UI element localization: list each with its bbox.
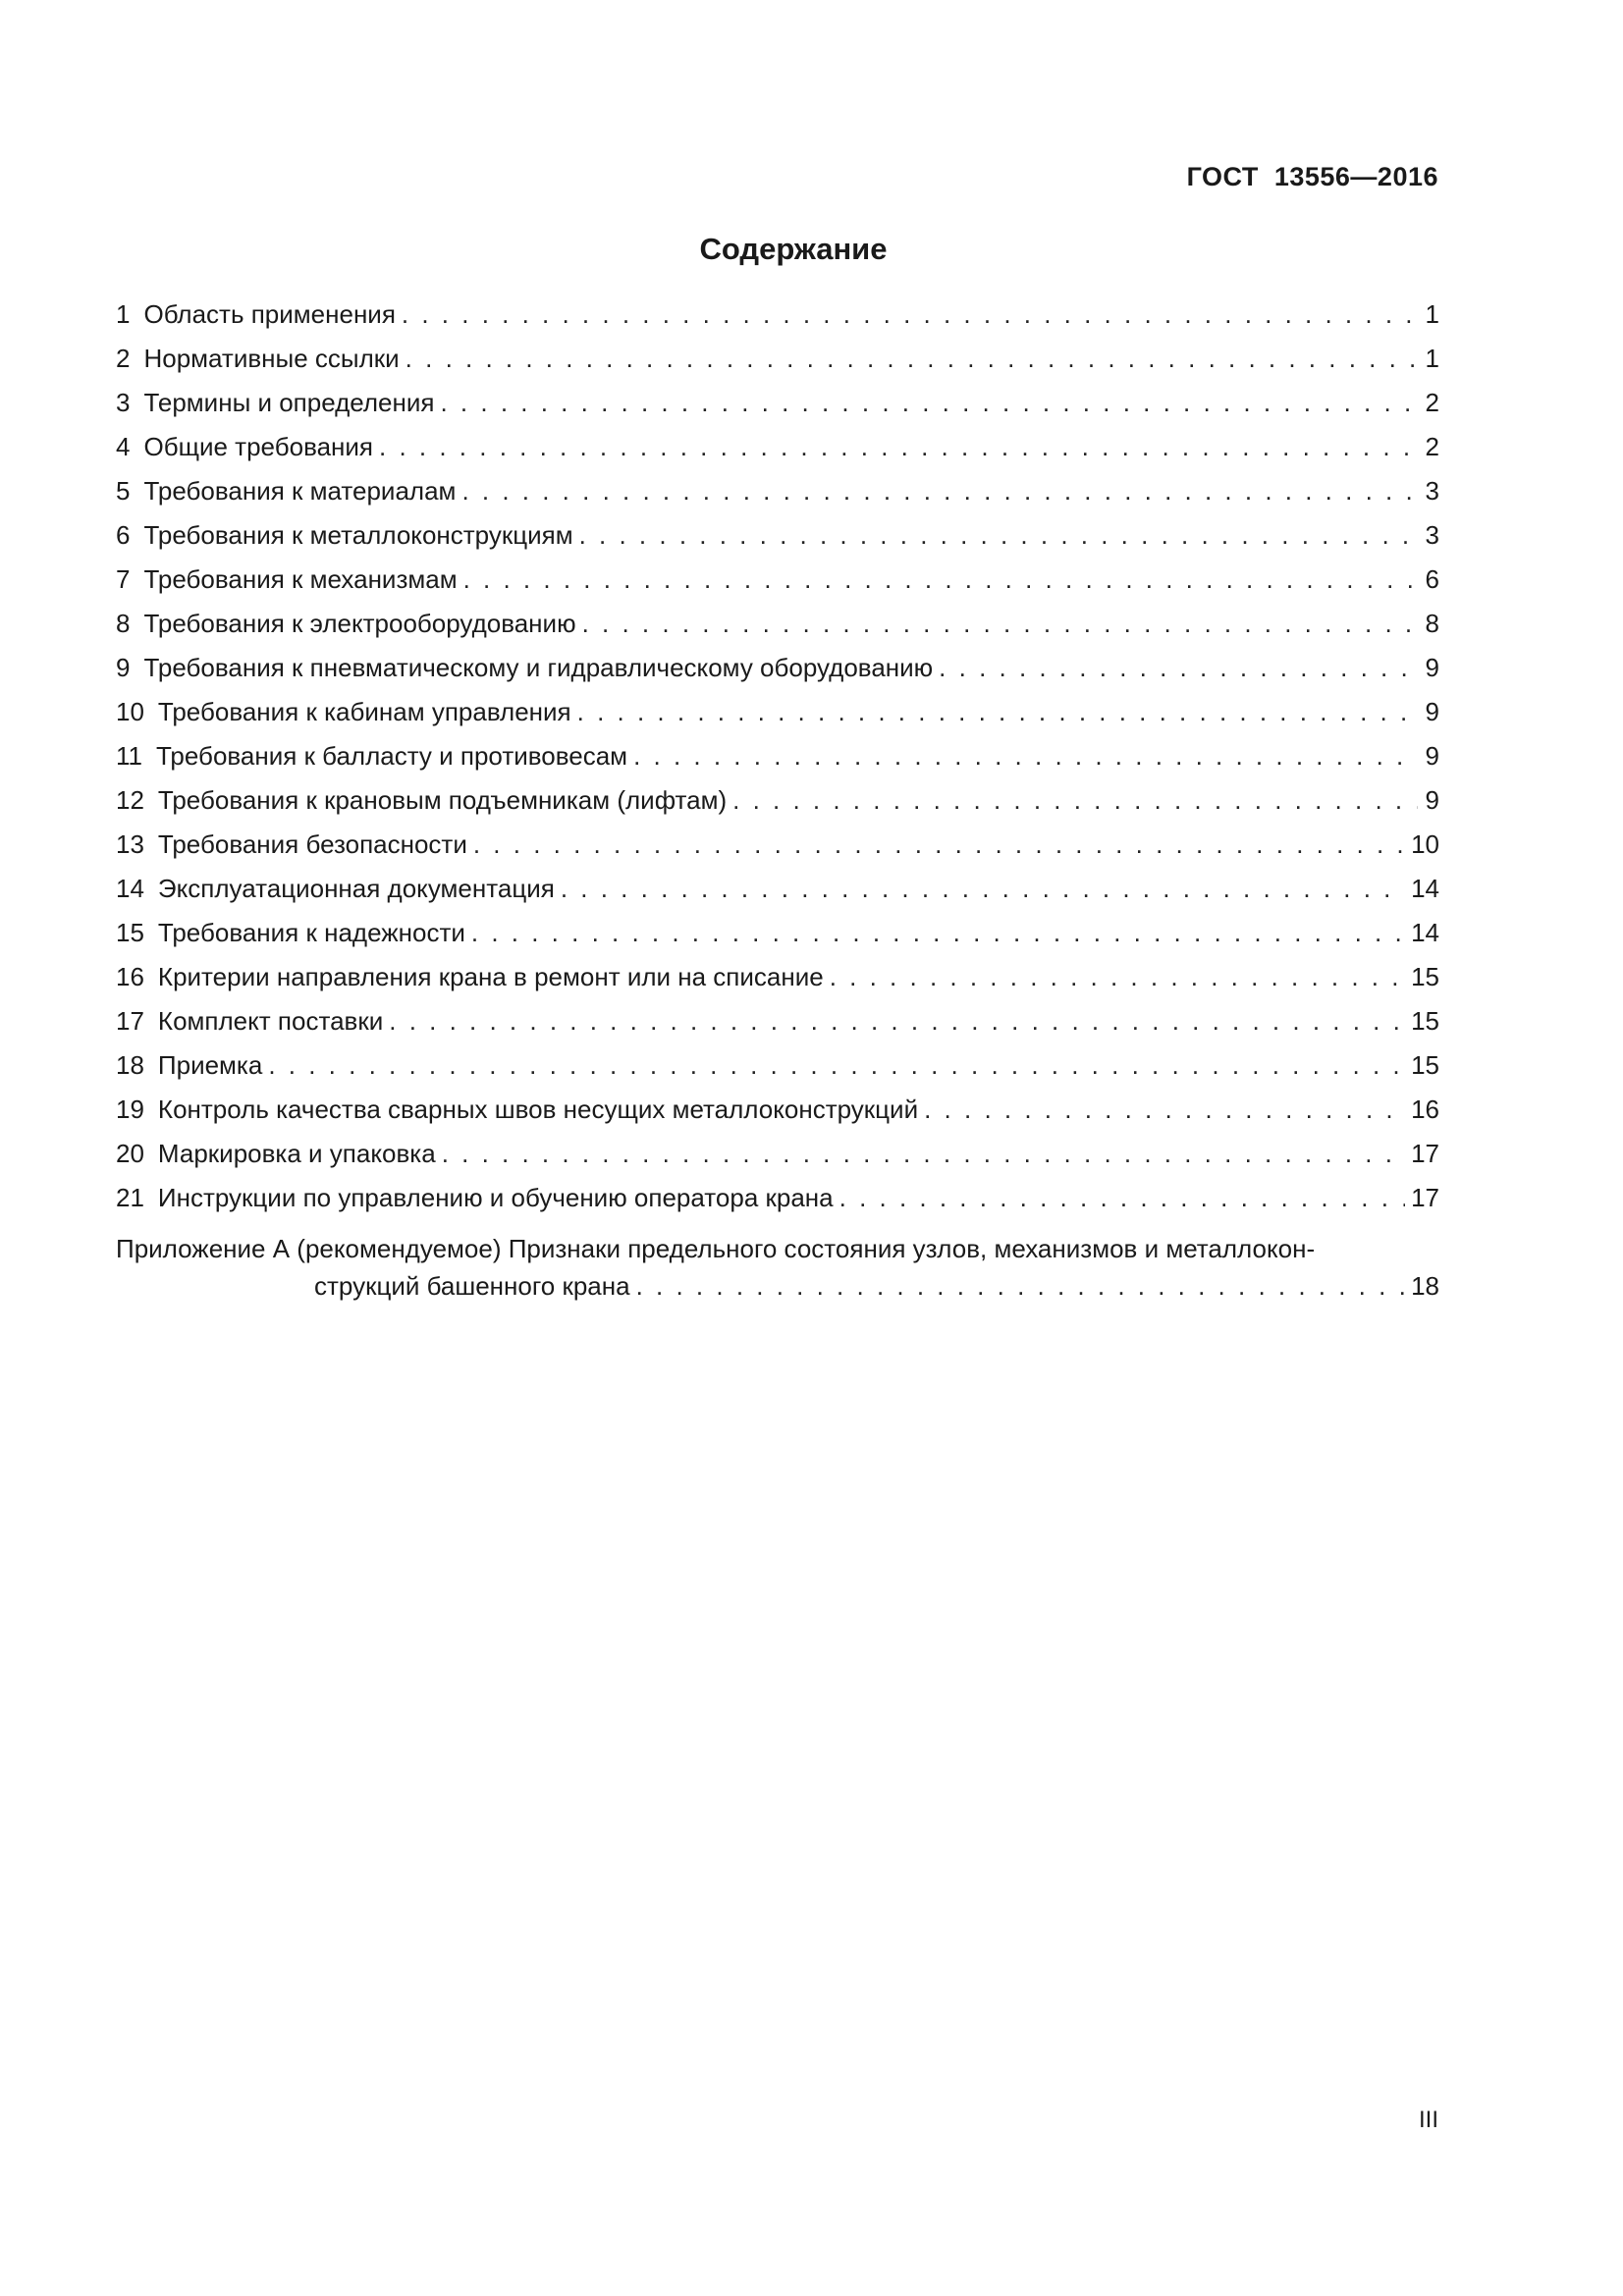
table-of-contents [116,299,1439,1315]
appendix-title-line2: струкций башенного крана [314,1271,630,1301]
toc-page-number: 14 [1411,918,1439,947]
dot-leader [463,564,1418,595]
appendix-title-line2-row [116,1271,1439,1315]
toc-entry[interactable] [116,697,1439,741]
toc-section-number: 1 [116,299,131,329]
toc-section-number: 20 [116,1139,144,1168]
toc-section-number: 3 [116,388,131,417]
toc-section-title: Эксплуатационная документация [157,874,555,903]
toc-entry[interactable] [116,432,1439,476]
dot-leader [442,1139,1405,1169]
toc-entry[interactable] [116,344,1439,388]
dot-leader [402,299,1418,330]
toc-section-title: Термины и определения [143,388,435,417]
toc-page-number: 16 [1411,1095,1439,1124]
toc-page-number: 9 [1425,697,1439,726]
dot-leader [561,874,1405,904]
toc-entry[interactable] [116,918,1439,962]
toc-page-number: 9 [1425,785,1439,815]
appendix-title-line1: Приложение А (рекомендуемое) Признаки предельного состояния узлов, механизмов и металлокон- [116,1234,1316,1263]
dot-leader [471,918,1405,948]
toc-page-number: 15 [1411,1006,1439,1036]
dot-leader [924,1095,1405,1125]
toc-page-number: 17 [1411,1139,1439,1168]
toc-page-number: 6 [1425,564,1439,594]
toc-entry[interactable] [116,785,1439,829]
dot-leader [579,520,1418,551]
toc-section-title: Требования к металлоконструкциям [143,520,573,550]
dot-leader [379,432,1418,462]
toc-section-title: Контроль качества сварных швов несущих металлоконструкций [157,1095,919,1124]
toc-section-title: Требования к кабинам управления [157,697,571,726]
toc-entry[interactable] [116,653,1439,697]
toc-entry[interactable] [116,1139,1439,1183]
toc-entry[interactable] [116,1050,1439,1095]
toc-entry[interactable] [116,609,1439,653]
toc-section-number: 17 [116,1006,144,1036]
toc-entry-appendix-a[interactable] [116,1227,1439,1315]
toc-section-title: Маркировка и упаковка [157,1139,436,1168]
toc-entry[interactable] [116,564,1439,609]
dot-leader [389,1006,1405,1037]
toc-section-number: 11 [116,741,142,771]
dot-leader [633,741,1418,772]
toc-page-number: 8 [1425,609,1439,638]
toc-section-number: 8 [116,609,131,638]
dot-leader [268,1050,1405,1081]
dot-leader [440,388,1418,418]
toc-section-number: 19 [116,1095,144,1124]
toc-entry[interactable] [116,829,1439,874]
toc-page-number: 1 [1425,299,1439,329]
toc-section-number: 14 [116,874,144,903]
page-number: III [1418,2107,1438,2133]
toc-page-number: 2 [1425,388,1439,417]
toc-page-number: 17 [1411,1183,1439,1212]
toc-section-title: Требования к надежности [157,918,465,947]
toc-section-number: 4 [116,432,131,461]
dot-leader [830,962,1405,992]
toc-section-title: Требования к электрооборудованию [143,609,576,638]
toc-entry[interactable] [116,520,1439,564]
toc-entry[interactable] [116,741,1439,785]
toc-section-number: 16 [116,962,144,991]
toc-section-title: Общие требования [143,432,374,461]
toc-page-number: 9 [1425,653,1439,682]
toc-section-number: 15 [116,918,144,947]
dot-leader [406,344,1418,374]
toc-entry[interactable] [116,299,1439,344]
toc-section-number: 9 [116,653,131,682]
toc-entry[interactable] [116,476,1439,520]
toc-section-title: Комплект поставки [157,1006,384,1036]
toc-page-number: 18 [1411,1271,1439,1301]
toc-section-title: Требования к материалам [143,476,457,506]
toc-entry[interactable] [116,1006,1439,1050]
toc-section-title: Приемка [157,1050,263,1080]
toc-section-number: 13 [116,829,144,859]
toc-section-title: Нормативные ссылки [143,344,400,373]
toc-section-title: Требования к механизмам [143,564,458,594]
dot-leader [473,829,1405,860]
toc-entry[interactable] [116,874,1439,918]
toc-section-number: 12 [116,785,144,815]
toc-section-number: 10 [116,697,144,726]
toc-entry[interactable] [116,1183,1439,1227]
toc-section-number: 21 [116,1183,144,1212]
toc-page-number: 14 [1411,874,1439,903]
toc-entry[interactable] [116,1095,1439,1139]
toc-section-number: 18 [116,1050,144,1080]
toc-page-number: 2 [1425,432,1439,461]
toc-page-number: 3 [1425,520,1439,550]
page-title: Содержание [699,232,888,266]
toc-section-title: Область применения [143,299,396,329]
dot-leader [461,476,1418,507]
toc-page-number: 9 [1425,741,1439,771]
toc-section-title: Критерии направления крана в ремонт или на списание [157,962,824,991]
toc-section-number: 5 [116,476,131,506]
toc-page-number: 15 [1411,1050,1439,1080]
toc-page-number: 15 [1411,962,1439,991]
dot-leader [582,609,1418,639]
toc-section-title: Требования к балласту и противовесам [156,741,628,771]
toc-section-title: Инструкции по управлению и обучению оператора крана [157,1183,834,1212]
toc-section-number: 7 [116,564,131,594]
toc-section-number: 2 [116,344,131,373]
toc-section-number: 6 [116,520,131,550]
dot-leader [577,697,1418,727]
dot-leader [636,1271,1406,1302]
document-code: ГОСТ 13556—2016 [1186,162,1438,191]
toc-entry[interactable] [116,388,1439,432]
dot-leader [939,653,1418,683]
toc-entry[interactable] [116,962,1439,1006]
toc-page-number: 10 [1411,829,1439,859]
toc-page-number: 1 [1425,344,1439,373]
toc-section-title: Требования к крановым подъемникам (лифтам) [157,785,728,815]
toc-section-title: Требования к пневматическому и гидравлическому оборудованию [143,653,934,682]
dot-leader [732,785,1418,816]
toc-section-title: Требования безопасности [157,829,467,859]
toc-page-number: 3 [1425,476,1439,506]
dot-leader [839,1183,1405,1213]
